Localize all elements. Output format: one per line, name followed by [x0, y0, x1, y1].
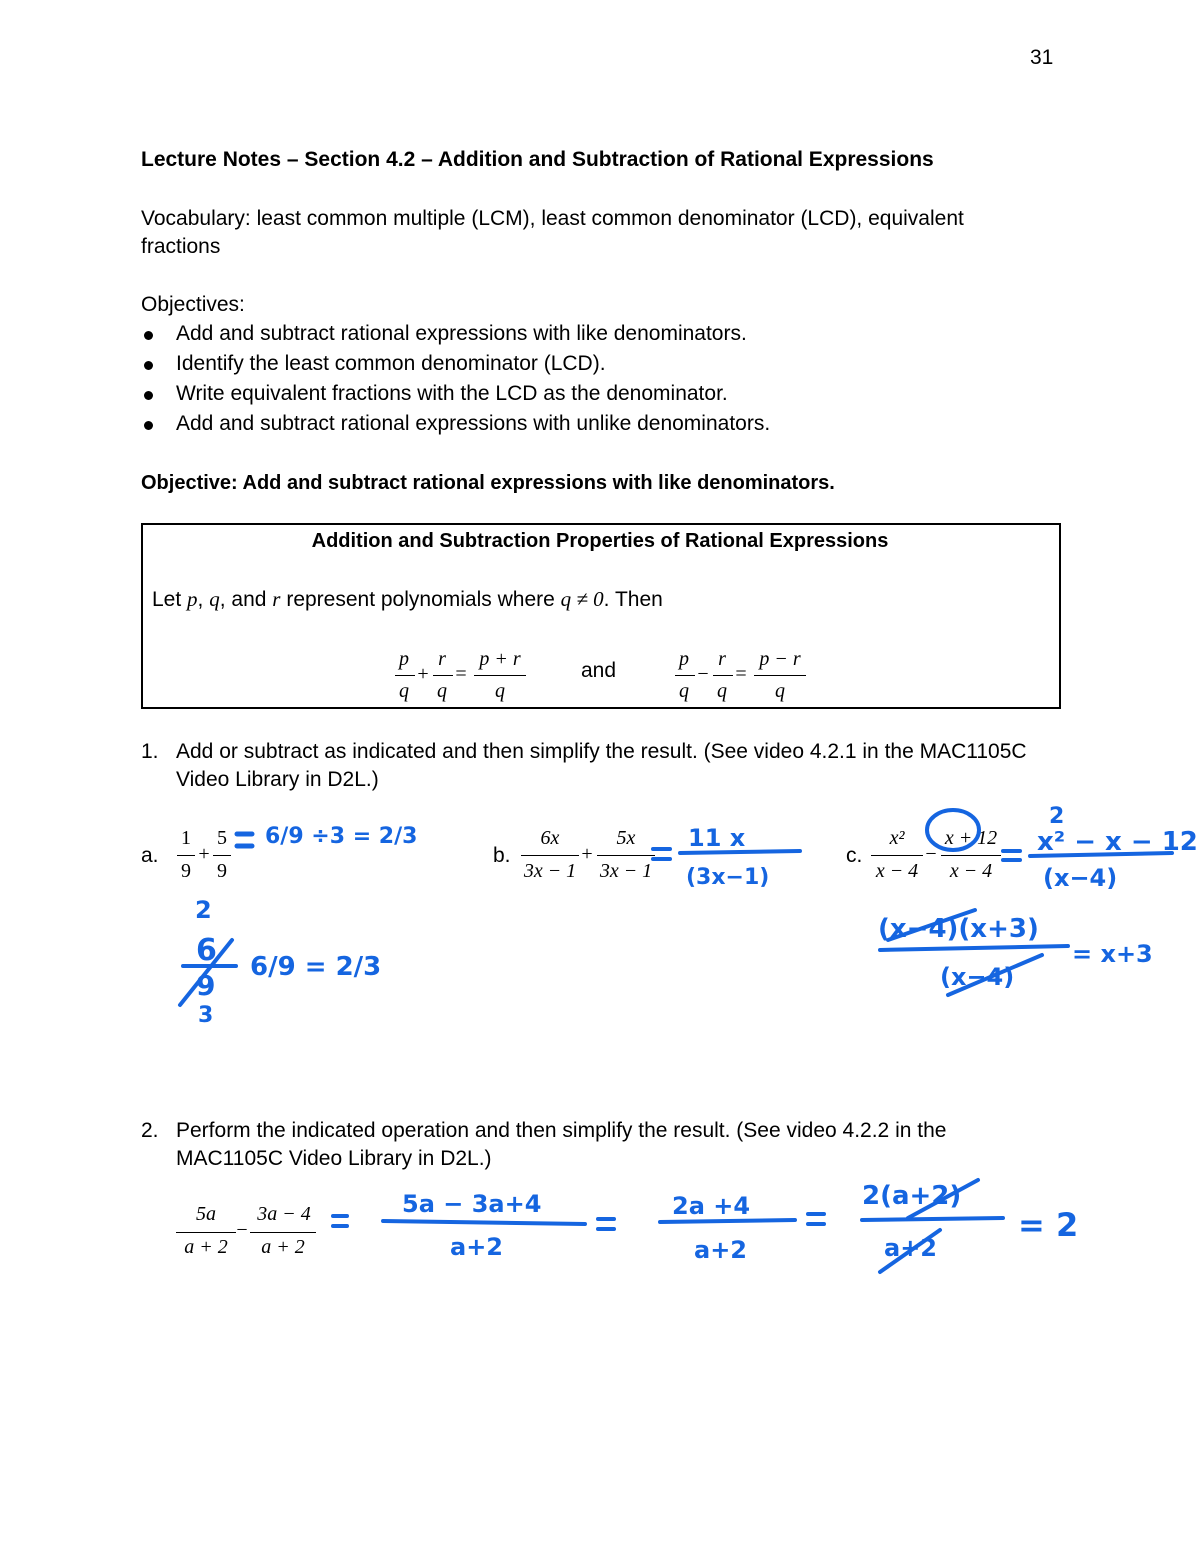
page-title: Lecture Notes – Section 4.2 – Addition and Subtraction of Rational Expressions: [141, 148, 934, 171]
part-b-den-1: 3x − 1: [523, 860, 577, 882]
part-a-op: +: [198, 843, 210, 865]
part-a-den-2: 9: [217, 860, 227, 882]
handwriting-c-result: = x+3: [1072, 940, 1153, 968]
part-a-num-2: 5: [217, 827, 227, 849]
objective-text: Add and subtract rational expressions with unlike denominators.: [176, 412, 771, 435]
sub-rule-den-1: q: [679, 680, 689, 702]
sub-rule-den-3: q: [775, 680, 785, 702]
handwriting-b-numerator: 11 x: [688, 824, 746, 852]
problem-1-text-line-1: Add or subtract as indicated and then simplify the result. (See video 4.2.1 in the MAC1105C: [176, 740, 1027, 763]
handwriting-a-line1-text: 6/9 ÷3 = 2/3: [265, 824, 418, 849]
var-p: p: [187, 587, 198, 611]
problem-2-text-line-2: MAC1105C Video Library in D2L.): [176, 1147, 492, 1170]
problem-2-num-1: 5a: [196, 1203, 216, 1225]
handwriting-c-step2-numerator: (x−4)(x+3): [878, 914, 1039, 944]
handwriting-p2-result: = 2: [1018, 1206, 1079, 1244]
handwriting-problem-2: [333, 1180, 1078, 1272]
part-c-num-1: x²: [889, 827, 905, 849]
part-c-den-1: x − 4: [875, 860, 919, 882]
handwriting-part-b: [653, 824, 800, 890]
handwriting-b-denominator: (3x−1): [686, 865, 770, 890]
vocabulary-line-2: fractions: [141, 235, 221, 258]
add-rule-num-2: r: [438, 648, 446, 670]
problem-2-num-2: 3a − 4: [257, 1203, 311, 1225]
let-middle: represent polynomials where: [286, 588, 555, 611]
objective-text: Write equivalent fractions with the LCD as the denominator.: [176, 382, 728, 405]
problem-1-number: 1.: [141, 740, 159, 763]
handwriting-c-small-two: 2: [1049, 804, 1065, 829]
handwriting-p2-step1-numerator: 5a − 3a+4: [402, 1190, 542, 1218]
part-b-label: b.: [493, 844, 511, 867]
part-c-op: −: [925, 843, 937, 865]
part-a-num-1: 1: [181, 827, 191, 849]
handwriting-p2-step1-denominator: a+2: [450, 1233, 504, 1261]
handwriting-a-six: 6: [196, 933, 217, 968]
add-rule-den-1: q: [399, 680, 409, 702]
objectives-heading: Objectives:: [141, 293, 245, 316]
comma-1: ,: [197, 588, 204, 611]
handwriting-a-three: 3: [198, 1003, 214, 1028]
handwriting-part-a-line-2: [180, 896, 381, 1028]
sub-rule-eq: =: [735, 663, 747, 685]
add-rule-eq: =: [455, 663, 467, 685]
problem-1-text-line-2: Video Library in D2L.): [176, 768, 379, 791]
handwriting-part-a-line-1: [237, 824, 417, 849]
and-word: and: [581, 659, 617, 682]
handwriting-p2-step2-denominator: a+2: [694, 1236, 748, 1264]
objective-heading: Objective: Add and subtract rational expressions with like denominators.: [141, 472, 835, 494]
part-c-den-2: x − 4: [949, 860, 993, 882]
condition: q ≠ 0: [560, 587, 604, 611]
var-q: q: [209, 587, 220, 611]
comma-2: , and: [219, 588, 267, 611]
let-prefix: Let: [152, 588, 182, 611]
part-b-den-2: 3x − 1: [599, 860, 653, 882]
objective-text: Identify the least common denominator (LCD).: [176, 352, 606, 375]
let-suffix: . Then: [603, 588, 663, 611]
handwriting-c-step1-numerator: x² − x − 12: [1037, 827, 1198, 857]
add-rule-den-3: q: [495, 680, 505, 702]
sub-rule-num-2: r: [718, 648, 726, 670]
handwriting-p2-step3-denominator: a+2: [884, 1234, 938, 1262]
sub-rule-num-3: p − r: [759, 648, 801, 670]
handwriting-a-small-two: 2: [195, 896, 212, 924]
problem-2-text-line-1: Perform the indicated operation and then simplify the result. (See video 4.2.2 in the: [176, 1119, 947, 1142]
part-c-num-2: x + 12: [944, 827, 998, 849]
sub-rule-num-1: p: [679, 648, 689, 670]
handwriting-a-nine: 9: [196, 969, 216, 1002]
sub-rule-den-2: q: [717, 680, 727, 702]
part-a-den-1: 9: [181, 860, 191, 882]
part-b-op: +: [581, 843, 593, 865]
objective-text: Add and subtract rational expressions with like denominators.: [176, 322, 747, 345]
property-box-title: Addition and Subtraction Properties of Rational Expressions: [311, 530, 889, 552]
handwriting-c-step1-denominator: (x−4): [1043, 864, 1118, 892]
problem-2-op: −: [236, 1219, 248, 1241]
add-rule-op: +: [417, 663, 429, 685]
handwriting-c-step2-denominator: (x−4): [940, 963, 1015, 991]
handwriting-p2-step2-numerator: 2a +4: [672, 1192, 751, 1220]
handwriting-p2-step3-numerator: 2(a+2): [862, 1181, 962, 1211]
part-a-label: a.: [141, 844, 159, 867]
part-c-label: c.: [846, 844, 863, 867]
problem-2-number: 2.: [141, 1119, 159, 1142]
add-rule-num-3: p + r: [479, 648, 521, 670]
add-rule-den-2: q: [437, 680, 447, 702]
part-b-num-2: 5x: [616, 827, 636, 849]
handwriting-a-line2-text: 6/9 = 2/3: [250, 952, 382, 982]
vocabulary-line-1: Vocabulary: least common multiple (LCM), least common denominator (LCD), equivalent: [141, 207, 964, 230]
problem-2-den-1: a + 2: [184, 1236, 228, 1258]
add-rule-num-1: p: [399, 648, 409, 670]
sub-rule-op: −: [697, 663, 709, 685]
handwriting-part-c: [878, 804, 1198, 995]
part-b-num-1: 6x: [540, 827, 560, 849]
var-r: r: [272, 587, 281, 611]
problem-2-den-2: a + 2: [261, 1236, 305, 1258]
page-number: 31: [1030, 46, 1054, 69]
